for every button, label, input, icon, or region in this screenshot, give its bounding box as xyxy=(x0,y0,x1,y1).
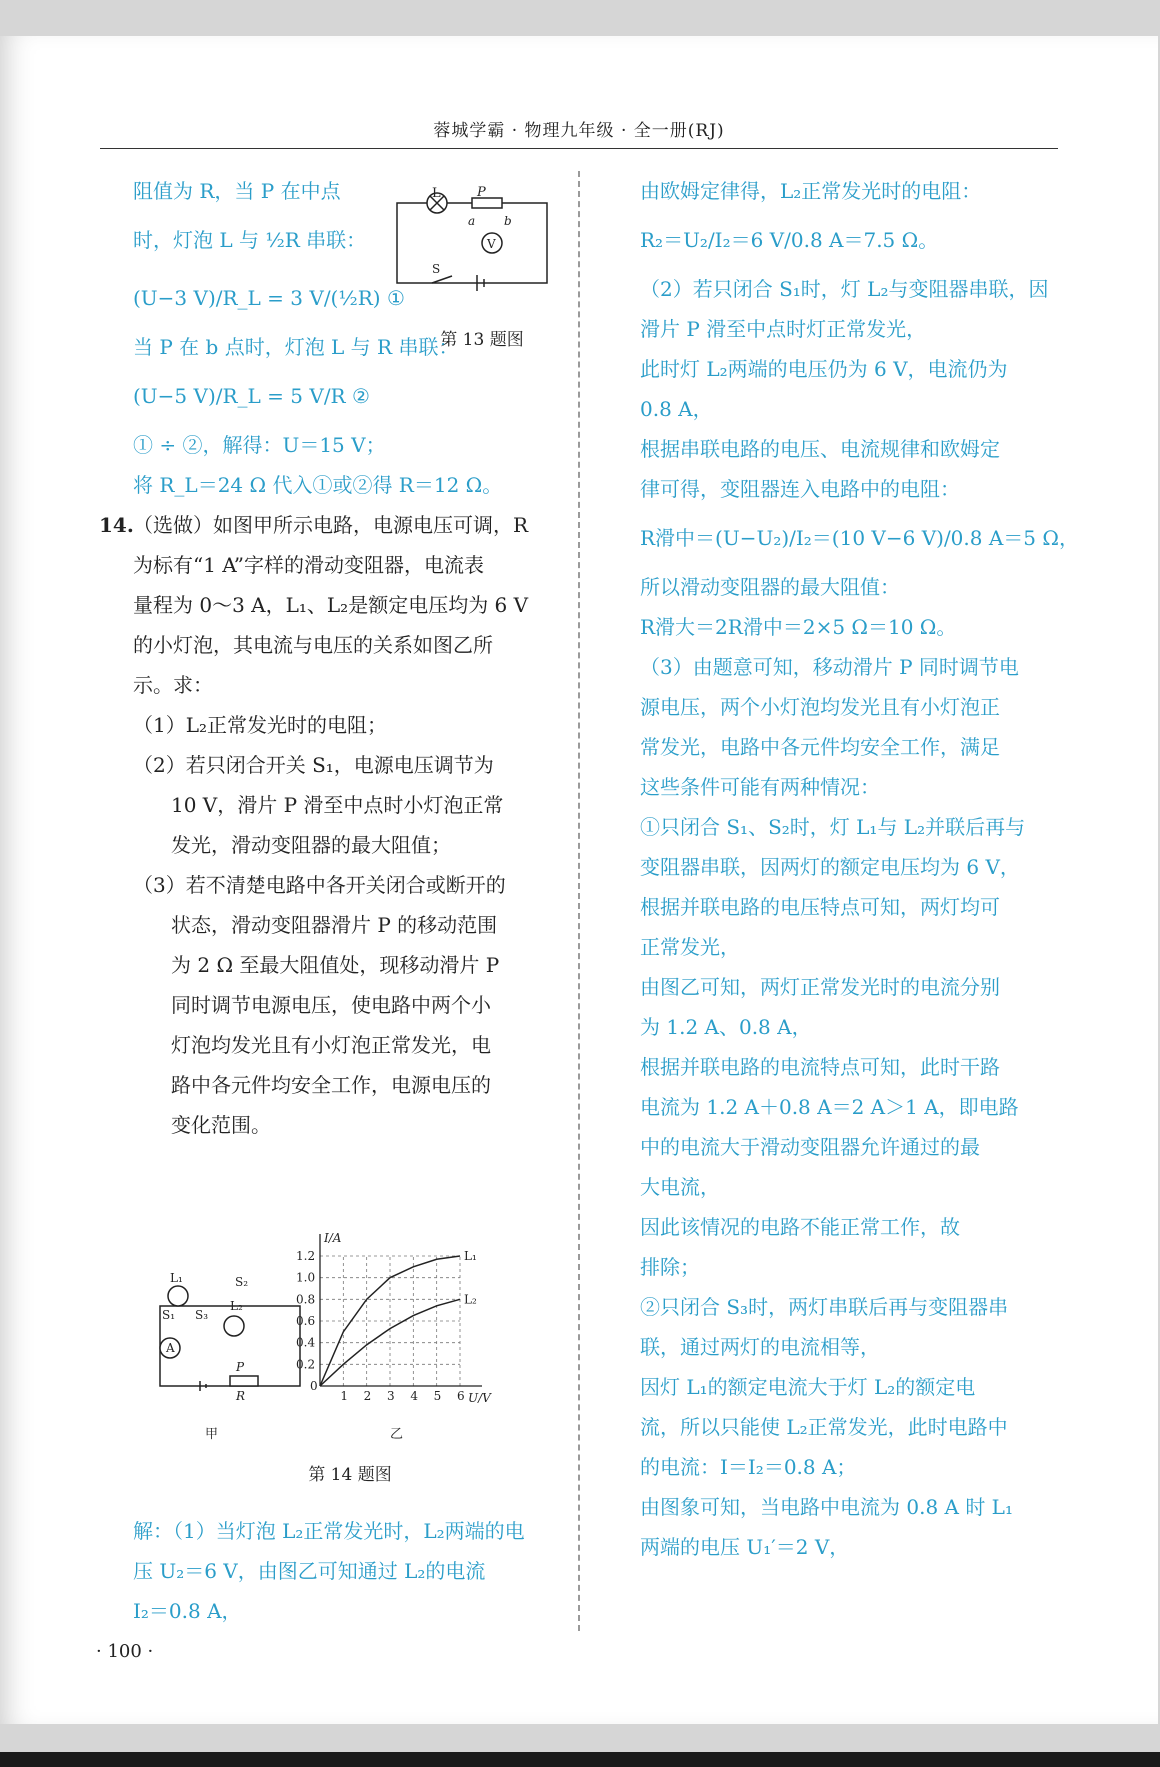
solution-line: 根据并联电路的电压特点可知，两灯均可 xyxy=(640,895,1000,919)
figure-13 xyxy=(392,185,572,351)
x-tick-label: 3 xyxy=(387,1389,395,1403)
solution-line: 因此该情况的电路不能正常工作，故 xyxy=(640,1215,960,1239)
question-part: 路中各元件均安全工作，电源电压的 xyxy=(171,1073,491,1097)
label: S₁ xyxy=(162,1308,176,1322)
iu-graph xyxy=(296,1231,492,1442)
solution-line: R滑大＝2R滑中＝2×5 Ω＝10 Ω。 xyxy=(640,615,957,639)
label: a xyxy=(468,214,476,228)
solution-line: 根据并联电路的电流特点可知，此时干路 xyxy=(640,1055,1000,1079)
label: A xyxy=(166,1341,175,1355)
solution-line: 将 R_L＝24 Ω 代入①或②得 R＝12 Ω。 xyxy=(133,473,503,497)
solution-line: ①只闭合 S₁、S₂时，灯 L₁与 L₂并联后再与 xyxy=(640,815,1026,839)
question-part: （3）若不清楚电路中各开关闭合或断开的 xyxy=(133,873,506,897)
solution-line: 源电压，两个小灯泡均发光且有小灯泡正 xyxy=(640,695,1000,719)
solution-line: I₂＝0.8 A， xyxy=(133,1599,242,1623)
equation-1: (U−3 V)/R_L = 3 V/(½R) ① xyxy=(133,286,405,310)
solution-line: 由图乙可知，两灯正常发光时的电流分别 xyxy=(640,975,1000,999)
label: b xyxy=(504,214,512,228)
solution-line: 这些条件可能有两种情况： xyxy=(640,775,880,799)
question-part: 10 V，滑片 P 滑至中点时小灯泡正常 xyxy=(171,793,504,817)
y-tick-label: 1.0 xyxy=(296,1270,316,1285)
column-divider xyxy=(578,171,580,1631)
label: P xyxy=(236,1360,245,1374)
solution-line: 电流为 1.2 A＋0.8 A＝2 A＞1 A，即电路 xyxy=(640,1095,1019,1119)
series-label: L₁ xyxy=(464,1249,477,1263)
page-number: · 100 · xyxy=(96,1641,154,1662)
solution-line: 由图象可知，当电路中电流为 0.8 A 时 L₁ xyxy=(640,1495,1013,1519)
solution-line: 排除； xyxy=(640,1255,700,1279)
solution-line: 当 P 在 b 点时，灯泡 L 与 R 串联： xyxy=(133,335,459,359)
question-stem: 的小灯泡，其电流与电压的关系如图乙所 xyxy=(133,633,493,657)
solution-line: 因灯 L₁的额定电流大于灯 L₂的额定电 xyxy=(640,1375,976,1399)
figure-caption: 第 13 题图 xyxy=(440,330,524,350)
solution-line: 联，通过两灯的电流相等， xyxy=(640,1335,880,1359)
question-14 xyxy=(99,505,563,1145)
bottom-bar xyxy=(0,1752,1160,1767)
solution-line: 为 1.2 A、0.8 A， xyxy=(640,1015,812,1039)
question-stem: 量程为 0～3 A，L₁、L₂是额定电压均为 6 V xyxy=(133,593,529,617)
question-stem: 为标有“1 A”字样的滑动变阻器，电流表 xyxy=(133,553,485,577)
subfigure-label: 甲 xyxy=(205,1427,219,1442)
question-stem: （选做）如图甲所示电路，电源电压可调，R xyxy=(133,513,529,537)
label: P xyxy=(477,185,486,200)
solution-line: 根据串联电路的电压、电流规律和欧姆定 xyxy=(640,437,1000,461)
subfigure-label: 乙 xyxy=(390,1427,404,1442)
solution-line: ②只闭合 S₃时，两灯串联后再与变阻器串 xyxy=(640,1295,1009,1319)
solution-line: 滑片 P 滑至中点时灯正常发光， xyxy=(640,317,927,341)
solution-line: 流，所以只能使 L₂正常发光，此时电路中 xyxy=(640,1415,1008,1439)
solution-line: 正常发光， xyxy=(640,935,740,959)
running-header: 蓉城学霸 · 物理九年级 · 全一册(RJ) xyxy=(433,121,725,141)
solution-line: （2）若只闭合 S₁时，灯 L₂与变阻器串联，因 xyxy=(640,277,1049,301)
label: L xyxy=(432,186,441,201)
y-tick-label: 1.2 xyxy=(296,1249,316,1263)
label: R xyxy=(236,1389,246,1403)
figure-14-art xyxy=(150,1226,550,1456)
solution-line: （3）由题意可知，移动滑片 P 同时调节电 xyxy=(640,655,1019,679)
label: S xyxy=(432,262,441,276)
circuit-diagram-13 xyxy=(392,185,572,321)
solution-line: 大电流， xyxy=(640,1175,720,1199)
origin-label: 0 xyxy=(310,1379,318,1393)
label: L₂ xyxy=(230,1299,243,1313)
q14-solution-start xyxy=(133,1511,563,1631)
solution-line: 常发光，电路中各元件均安全工作，满足 xyxy=(640,735,1000,759)
series-label: L₂ xyxy=(464,1292,477,1307)
x-tick-label: 6 xyxy=(457,1389,465,1403)
x-tick-label: 4 xyxy=(410,1389,418,1403)
label: V xyxy=(487,237,496,251)
solution-line: 阻值为 R，当 P 在中点 xyxy=(133,179,341,203)
question-number: 14. xyxy=(99,513,134,537)
label: S₃ xyxy=(195,1308,209,1322)
question-part: 同时调节电源电压，使电路中两个小 xyxy=(171,993,491,1017)
y-tick-label: 0.4 xyxy=(296,1335,316,1350)
figure-caption: 第 14 题图 xyxy=(308,1465,392,1485)
label: S₂ xyxy=(235,1275,249,1289)
x-tick-label: 2 xyxy=(363,1389,372,1403)
y-tick-label: 0.6 xyxy=(296,1314,316,1328)
x-tick-label: 1 xyxy=(340,1389,348,1403)
x-tick-label: 5 xyxy=(433,1389,442,1403)
y-axis-label: I/A xyxy=(324,1231,342,1245)
right-column-solution xyxy=(640,171,1079,1567)
solution-line: 压 U₂＝6 V，由图乙可知通过 L₂的电流 xyxy=(133,1559,486,1583)
question-part: 灯泡均发光且有小灯泡正常发光，电 xyxy=(171,1033,491,1057)
equation-2: (U−5 V)/R_L = 5 V/R ② xyxy=(133,384,370,408)
question-part: 变化范围。 xyxy=(171,1113,271,1137)
figure-14 xyxy=(150,1226,550,1496)
header-rule xyxy=(100,148,1058,149)
solution-line: 由欧姆定律得，L₂正常发光时的电阻： xyxy=(640,179,982,203)
solution-line: 的电流：I＝I₂＝0.8 A； xyxy=(640,1455,857,1479)
question-part: 发光，滑动变阻器的最大阻值； xyxy=(171,833,451,857)
question-part: （2）若只闭合开关 S₁，电源电压调节为 xyxy=(133,753,494,777)
solution-line: R₂＝U₂/I₂＝6 V/0.8 A＝7.5 Ω。 xyxy=(640,228,939,252)
solution-line: 0.8 A， xyxy=(640,397,713,421)
question-stem: 示。求： xyxy=(133,673,213,697)
solution-line: 此时灯 L₂两端的电压仍为 6 V，电流仍为 xyxy=(640,357,1008,381)
solution-line: 律可得，变阻器连入电路中的电阻： xyxy=(640,477,960,501)
y-tick-label: 0.8 xyxy=(296,1292,316,1307)
question-part: 为 2 Ω 至最大阻值处，现移动滑片 P xyxy=(171,953,500,977)
x-axis-label: U/V xyxy=(468,1391,491,1405)
label: L₁ xyxy=(170,1271,183,1285)
question-part: 状态，滑动变阻器滑片 P 的移动范围 xyxy=(171,913,498,937)
solution-line: R滑中＝(U−U₂)/I₂＝(10 V−6 V)/0.8 A＝5 Ω， xyxy=(640,526,1079,550)
solution-line: 中的电流大于滑动变阻器允许通过的最 xyxy=(640,1135,980,1159)
solution-line: 解：（1）当灯泡 L₂正常发光时，L₂两端的电 xyxy=(133,1519,525,1543)
question-part: （1）L₂正常发光时的电阻； xyxy=(133,713,388,737)
y-tick-label: 0.2 xyxy=(296,1357,316,1372)
solution-line: 所以滑动变阻器的最大阻值： xyxy=(640,575,900,599)
solution-line: 变阻器串联，因两灯的额定电压均为 6 V， xyxy=(640,855,1020,879)
textbook-page xyxy=(0,36,1158,1724)
solution-line: 两端的电压 U₁′＝2 V， xyxy=(640,1535,850,1559)
solution-line: ① ÷ ②，解得：U＝15 V； xyxy=(133,433,386,457)
solution-line: 时，灯泡 L 与 ½R 串联： xyxy=(133,228,367,252)
